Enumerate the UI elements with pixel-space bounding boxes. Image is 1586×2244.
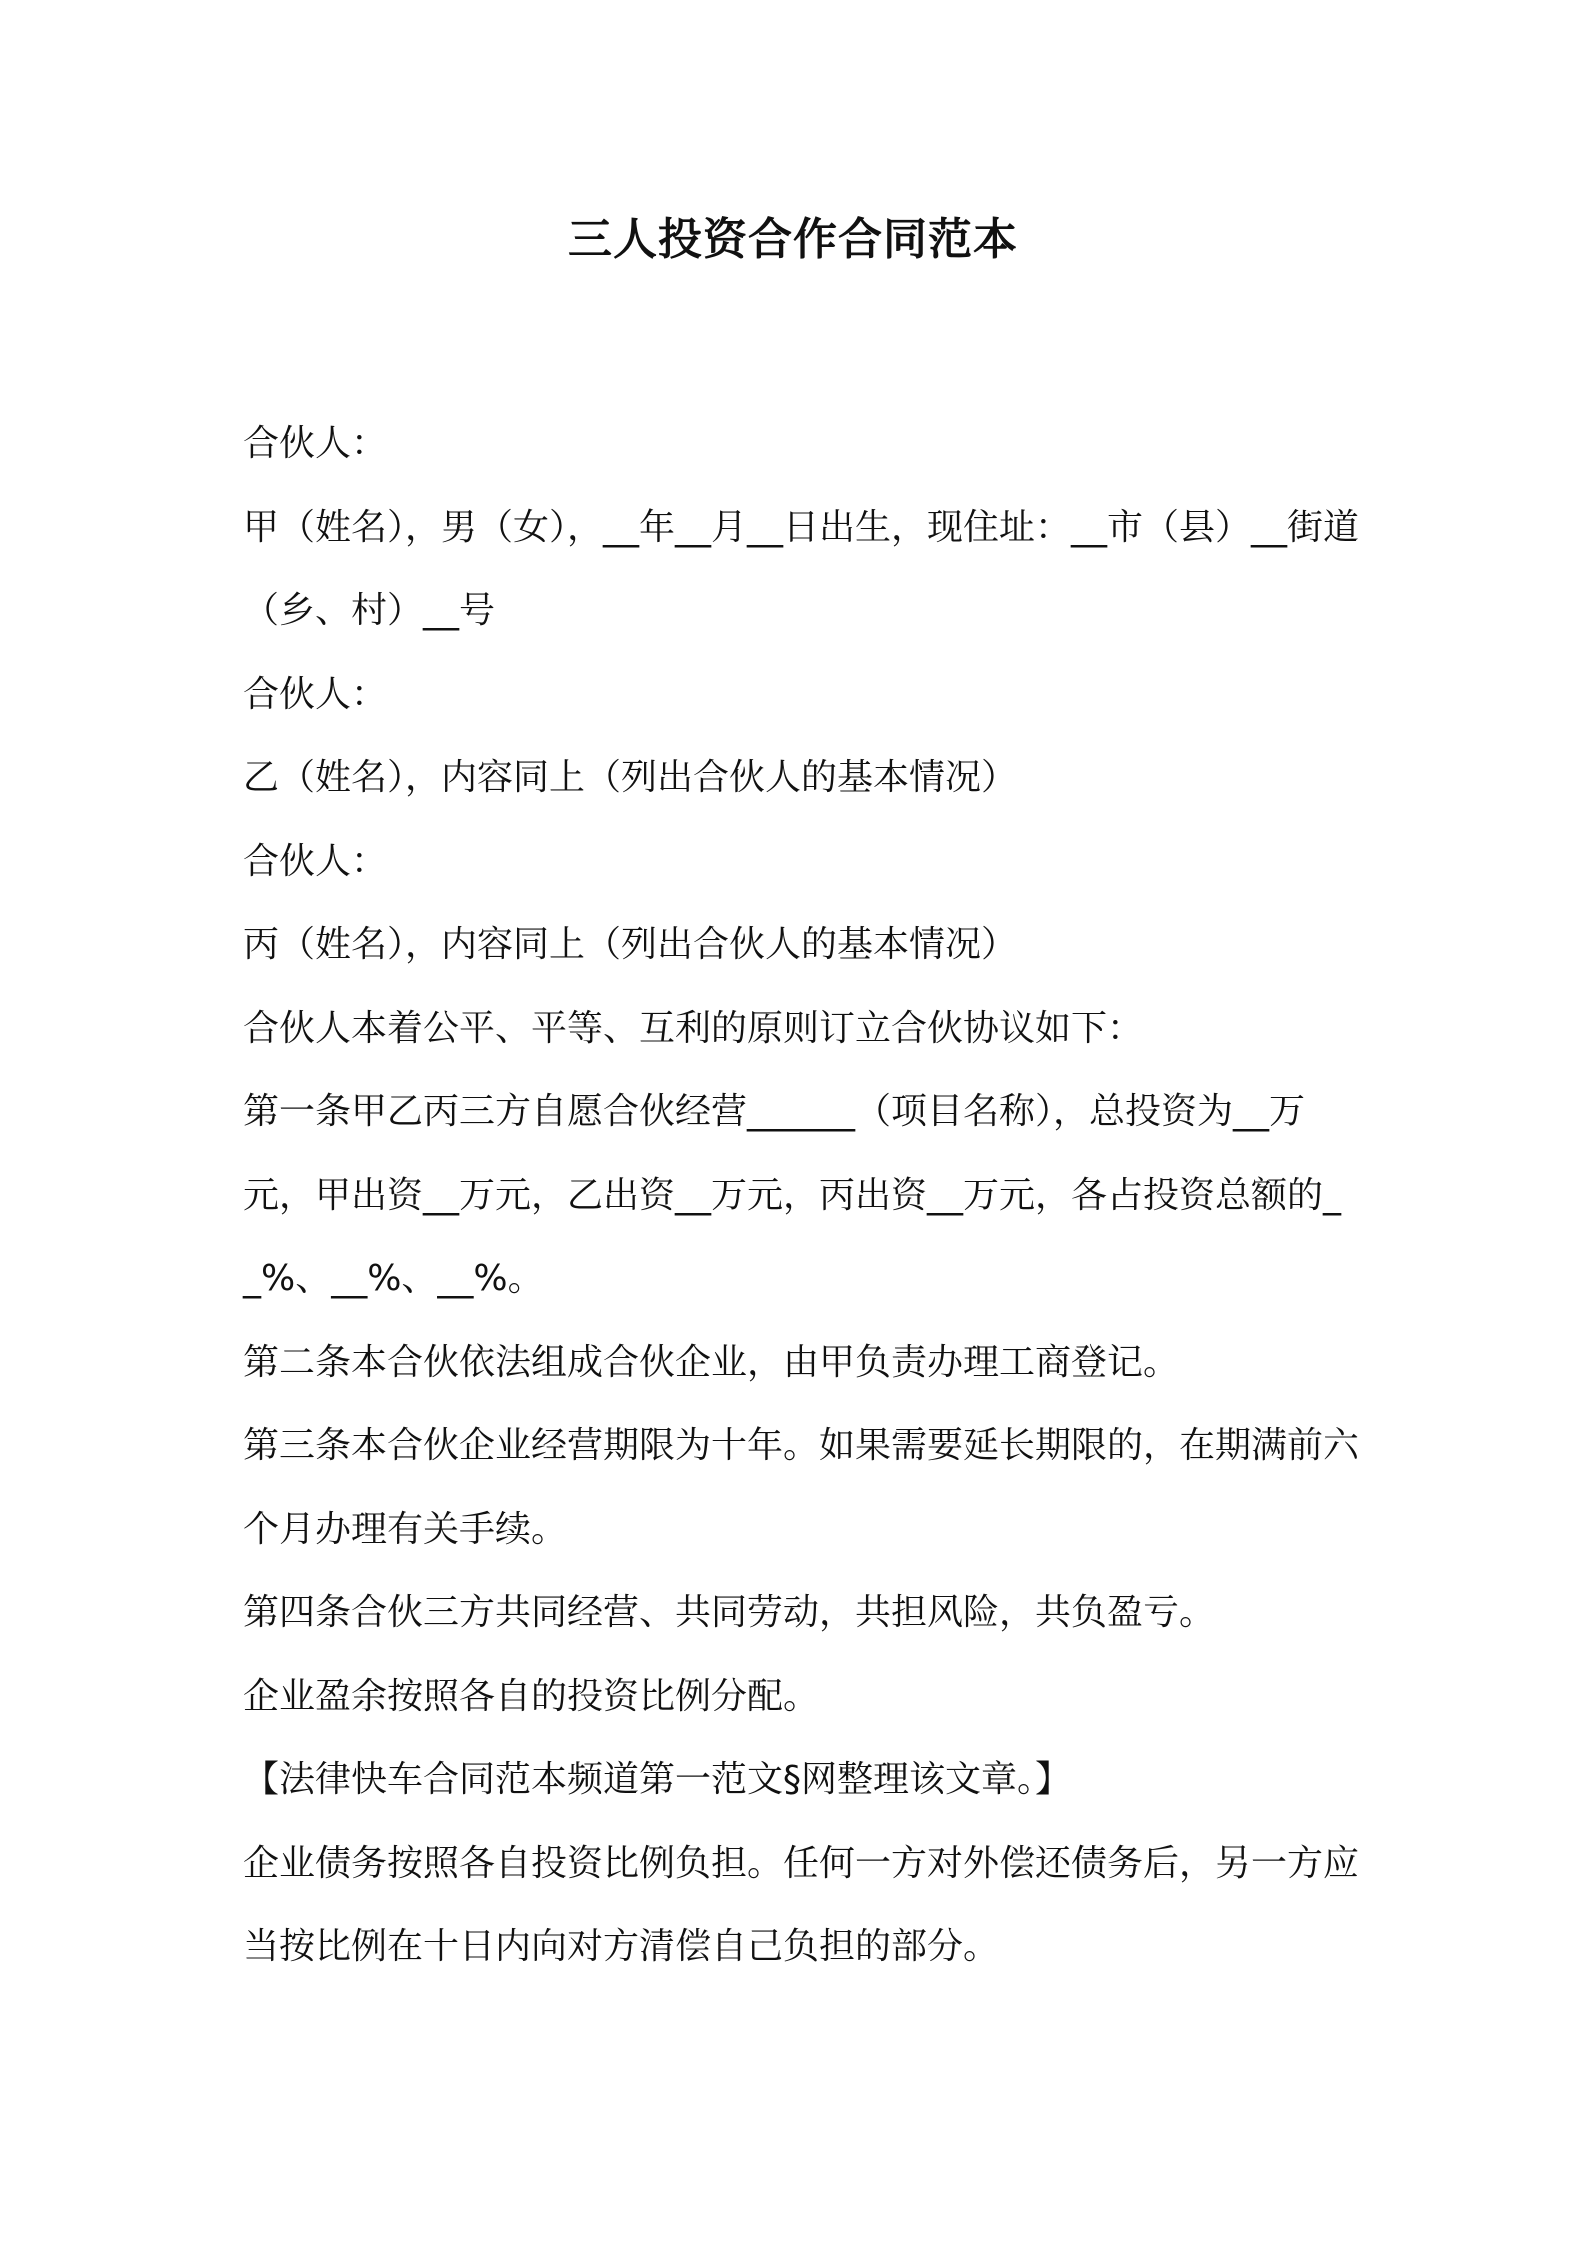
paragraph-debt-liability: 企业债务按照各自投资比例负担。任何一方对外偿还债务后，另一方应当按比例在十日内向对方清偿自己负担的部分。 bbox=[243, 1842, 1360, 1967]
document-title: 三人投资合作合同范本 bbox=[568, 214, 1018, 265]
paragraph-profit-distribution: 企业盈余按照各自的投资比例分配。 bbox=[243, 1675, 820, 1717]
document-body bbox=[243, 402, 1363, 1989]
paragraph-source-note: 【法律快车合同范本频道第一范文§网整理该文章。】 bbox=[243, 1759, 1072, 1800]
paragraph-partner-b-info: 乙（姓名），内容同上（列出合伙人的基本情况） bbox=[243, 757, 1018, 798]
paragraph-article-2: 第二条本合伙依法组成合伙企业，由甲负责办理工商登记。 bbox=[243, 1341, 1180, 1383]
paragraph-article-3: 第三条本合伙企业经营期限为十年。如果需要延长期限的，在期满前六个月办理有关手续。 bbox=[243, 1425, 1360, 1550]
paragraph-preamble: 合伙人本着公平、平等、互利的原则订立合伙协议如下： bbox=[243, 1007, 1144, 1049]
paragraph-partner-label-1: 合伙人： bbox=[243, 423, 388, 464]
paragraph-partner-c-info: 丙（姓名），内容同上（列出合伙人的基本情况） bbox=[243, 924, 1018, 965]
paragraph-partner-label-2: 合伙人： bbox=[243, 673, 388, 715]
paragraph-article-4: 第四条合伙三方共同经营、共同劳动，共担风险，共负盈亏。 bbox=[243, 1592, 1216, 1633]
paragraph-article-1: 第一条甲乙丙三方自愿合伙经营______（项目名称），总投资为__万元，甲出资__万元，乙出资__万元，丙出资__万元，各占投资总额的__%、__%、__%。 bbox=[243, 1091, 1342, 1299]
paragraph-partner-label-3: 合伙人： bbox=[243, 840, 388, 882]
paragraph-partner-a-info: 甲（姓名），男（女），__年__月__日出生，现住址：__市（县）__街道（乡、村）__号 bbox=[243, 506, 1360, 631]
